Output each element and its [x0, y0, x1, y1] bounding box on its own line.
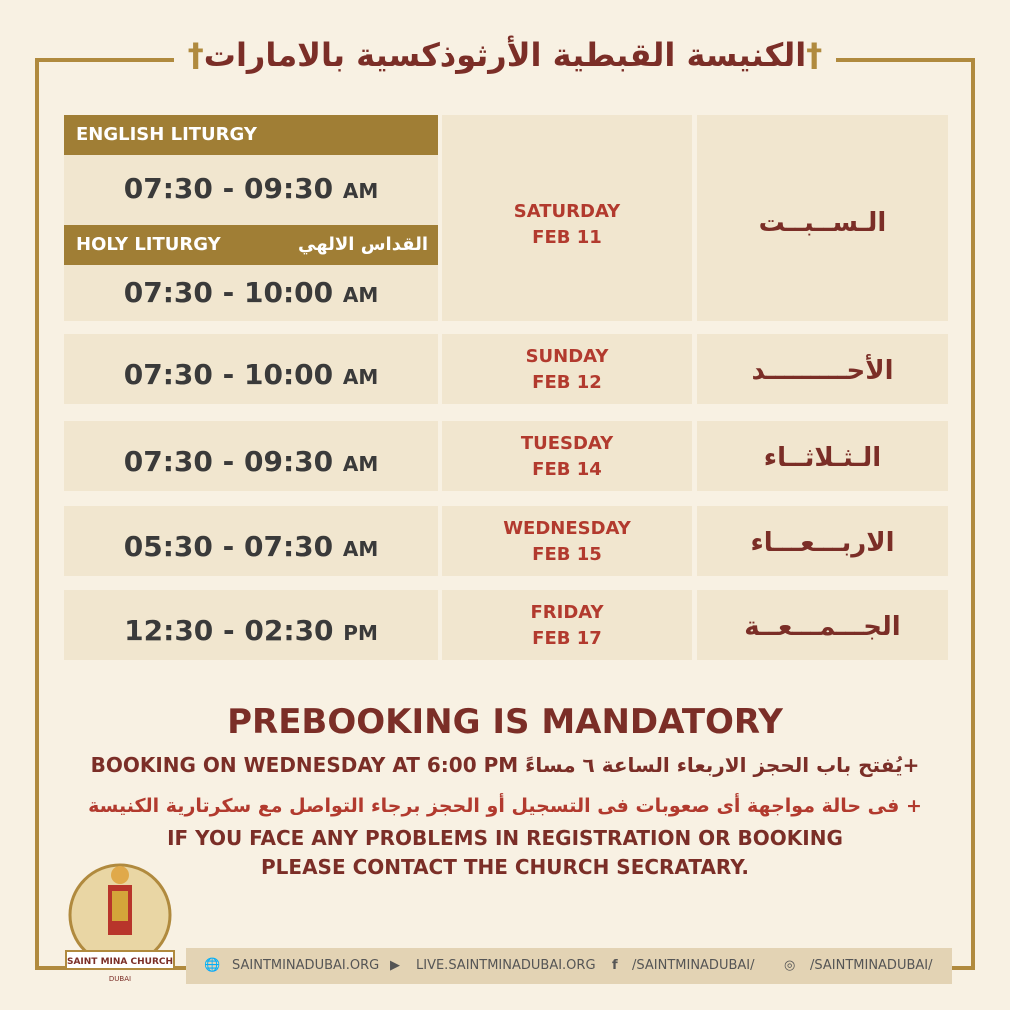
- day-name: SATURDAY: [513, 201, 621, 222]
- booking-line-text: BOOKING ON WEDNESDAY AT 6:00 PM يُفتح باب الحجز الاربعاء الساعة ٦ مساءً+: [90, 753, 920, 777]
- ampm: AM: [342, 179, 379, 203]
- day-date: FEB 15: [532, 544, 602, 565]
- time-text: 07:30 - 10:00: [123, 276, 334, 309]
- cross-icon: †: [806, 36, 823, 74]
- cross-icon: †: [187, 36, 204, 74]
- time-text: 05:30 - 07:30: [123, 530, 334, 563]
- row-day-ar: الأحـــــــــد: [751, 356, 894, 386]
- time-text: 07:30 - 09:30: [123, 445, 334, 478]
- row-day-en: [442, 516, 692, 568]
- row-time: [64, 614, 438, 647]
- problems-en-1: IF YOU FACE ANY PROBLEMS IN REGISTRATION OR BOOKING: [167, 826, 843, 850]
- prebooking-heading: PREBOOKING IS MANDATORY: [227, 702, 783, 742]
- globe-icon: 🌐: [204, 958, 221, 973]
- day-name: FRIDAY: [530, 602, 604, 623]
- title-wrap: [0, 36, 1010, 74]
- holy-liturgy-ar-label: القداس الالهي: [298, 234, 428, 255]
- day-date: FEB 14: [532, 459, 602, 480]
- holy-liturgy-label: HOLY LITURGY: [76, 234, 221, 255]
- logo-city: DUBAI: [108, 975, 132, 983]
- row-time: [64, 445, 438, 478]
- english-liturgy-time: [64, 172, 438, 205]
- booking-line: [0, 753, 1010, 777]
- row-day-ar: الـثـلاثــاء: [763, 443, 882, 473]
- english-liturgy-label: ENGLISH LITURGY: [76, 124, 257, 145]
- day-date: FEB 12: [532, 372, 602, 393]
- row-day-en: [442, 431, 692, 483]
- day-name: TUESDAY: [520, 433, 614, 454]
- day-date: FEB 17: [532, 628, 602, 649]
- logo-name: SAINT MINA CHURCH: [66, 957, 174, 967]
- time-text: 07:30 - 09:30: [123, 172, 334, 205]
- facebook-link[interactable]: /SAINTMINADUBAI/: [632, 958, 755, 973]
- holy-liturgy-time: [64, 276, 438, 309]
- ampm: AM: [342, 452, 379, 476]
- ampm: AM: [342, 365, 379, 389]
- facebook-icon: f: [612, 958, 618, 973]
- row-day-ar: الجـــمـــعــة: [744, 612, 901, 642]
- website-link[interactable]: SAINTMINADUBAI.ORG: [232, 958, 380, 973]
- row-time: [64, 530, 438, 563]
- time-text: 07:30 - 10:00: [123, 358, 334, 391]
- ampm: AM: [342, 283, 379, 307]
- problems-ar: + فى حالة مواجهة أى صعوبات فى التسجيل أو الحجز برجاء التواصل مع سكرتارية الكنيسة: [88, 795, 922, 817]
- instagram-icon: ◎: [784, 958, 796, 973]
- time-text: 12:30 - 02:30: [124, 614, 334, 647]
- saint-halo: [111, 866, 129, 884]
- page-title-text: الكنيسة القبطية الأرثوذكسية بالامارات: [203, 36, 807, 74]
- live-link[interactable]: LIVE.SAINTMINADUBAI.ORG: [416, 958, 596, 973]
- problems-en-2: PLEASE CONTACT THE CHURCH SECRATARY.: [261, 855, 749, 879]
- row-day-ar: الاربـــعـــاء: [750, 528, 895, 558]
- row-day-en: [442, 600, 692, 652]
- ampm: AM: [342, 537, 379, 561]
- day-name: WEDNESDAY: [503, 518, 631, 539]
- row-day-en: [442, 344, 692, 396]
- page-title: [174, 36, 836, 74]
- saturday-day-ar: الـســبــت: [758, 208, 887, 238]
- ampm: PM: [343, 621, 378, 645]
- saturday-day-en: [442, 199, 692, 251]
- english-liturgy-bar: [64, 115, 438, 155]
- church-logo: [64, 855, 176, 987]
- day-date: FEB 11: [532, 227, 602, 248]
- row-time: [64, 358, 438, 391]
- instagram-link[interactable]: /SAINTMINADUBAI/: [810, 958, 933, 973]
- youtube-icon: ▶: [390, 958, 400, 973]
- saint-tunic: [112, 891, 128, 921]
- day-name: SUNDAY: [525, 346, 609, 367]
- footer-bar: [186, 948, 952, 984]
- holy-liturgy-bar: [64, 225, 438, 265]
